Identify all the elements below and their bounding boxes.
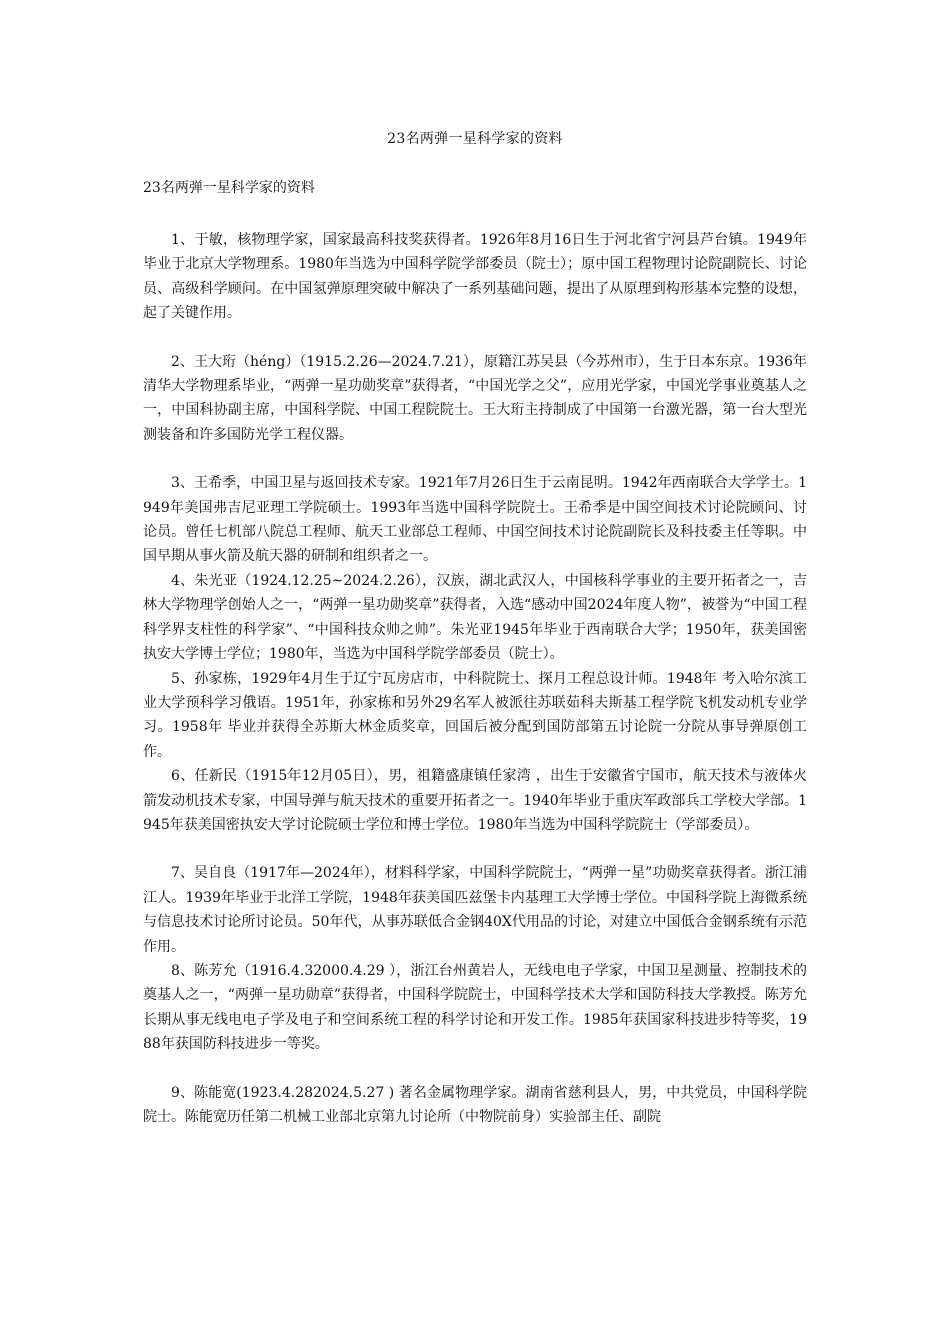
paragraph-sun-jiadong: 5、孙家栋，1929年4月生于辽宁瓦房店市，中科院院士、探月工程总设计师。1948年 考入哈尔滨工业大学预科学习俄语。1951年，孙家栋和另外29名军人被派往苏联茹科夫斯基工程学院飞机发动机专业学习。1958年 毕业并获得全苏斯大林金质奖章，回国后被分配到国防部第五讨论院一分院从事导弹原创工作。 bbox=[143, 670, 807, 760]
paragraph-zhu-guangya: 4、朱光亚（1924.12.25~2024.2.26），汉族，湖北武汉人，中国核科学事业的主要开拓者之一，吉林大学物理学创始人之一，“两弹一星功勋奖章”获得者，入选“感动中国2024年度人物”，被誉为“中国工程科学界支柱性的科学家”、“中国科技众帅之帅”。朱光亚1945年毕业于西南联合大学；1950年，获美国密执安大学博士学位；1980年，当选为中国科学院学部委员（院士）。 bbox=[143, 572, 807, 663]
paragraph-yu-min: 1、于敏，核物理学家，国家最高科技奖获得者。1926年8月16日生于河北省宁河县芦台镇。1949年毕业于北京大学物理系。1980年当选为中国科学院学部委员（院士）；原中国工程物理讨论院副院长、讨论员、高级科学顾问。在中国氢弹原理突破中解决了一系列基础问题，提出了从原理到构形基本完整的设想，起了关键作用。 bbox=[143, 232, 807, 322]
document-body bbox=[143, 228, 807, 1129]
document-subtitle: 23名两弹一星科学家的资料 bbox=[143, 180, 315, 196]
paragraph-wang-daheng: 2、王大珩（héng）（1915.2.26—2024.7.21），原籍江苏吴县（今苏州市），生于日本东京。1936年清华大学物理系毕业，“两弹一星功勋奖章”获得者，“中国光学之父”，应用光学家，中国光学事业奠基人之一，中国科协副主席，中国科学院、中国工程院院士。王大珩主持制成了中国第一台激光器，第一台大型光测装备和许多国防光学工程仪器。 bbox=[143, 353, 807, 443]
paragraph-chen-nengkuan: 9、陈能宽(1923.4.282024.5.27 ) 著名金属物理学家。湖南省慈利县人，男，中共党员，中国科学院院士。陈能宽历任第二机械工业部北京第九讨论所（中物院前身）实验部主任、副院 bbox=[143, 1084, 807, 1125]
document-title: 23名两弹一星科学家的资料 bbox=[387, 131, 563, 147]
paragraph-wang-xiji: 3、王希季，中国卫星与返回技术专家。1921年7月26日生于云南昆明。1942年西南联合大学学士。1949年美国弗吉尼亚理工学院硕士。1993年当选中国科学院院士。王希季是中国空间技术讨论院顾问、讨论员。曾任七机部八院总工程师、航天工业部总工程师、中国空间技术讨论院副院长及科技委主任等职。中国早期从事火箭及航天器的研制和组织者之一。 bbox=[143, 475, 807, 565]
paragraph-ren-xinmin: 6、任新民（1915年12月05日），男，祖籍盛康镇任家湾 ，出生于安徽省宁国市，航天技术与液体火箭发动机技术专家，中国导弹与航天技术的重要开拓者之一。1940年毕业于重庆军政部兵工学校大学部。1945年获美国密执安大学讨论院硕士学位和博士学位。1980年当选为中国科学院院士（学部委员）。 bbox=[143, 768, 807, 833]
paragraph-wu-ziliang: 7、吴自良（1917年—2024年），材料科学家，中国科学院院士，“两弹一星”功勋奖章获得者。浙江浦江人。1939年毕业于北洋工学院，1948年获美国匹兹堡卡内基理工大学博士学位。中国科学院上海微系统与信息技术讨论所讨论员。50年代，从事苏联低合金钢40X代用品的讨论，对建立中国低合金钢系统有示范作用。 bbox=[143, 865, 807, 955]
paragraph-chen-fangyun: 8、陈芳允（1916.4.32000.4.29 ），浙江台州黄岩人，无线电电子学家，中国卫星测量、控制技术的奠基人之一，“两弹一星功勋章”获得者，中国科学院院士，中国科学技术大学和国防科技大学教授。陈芳允长期从事无线电电子学及电子和空间系统工程的科学讨论和开发工作。1985年获国家科技进步特等奖，1988年获国防科技进步一等奖。 bbox=[143, 962, 807, 1053]
